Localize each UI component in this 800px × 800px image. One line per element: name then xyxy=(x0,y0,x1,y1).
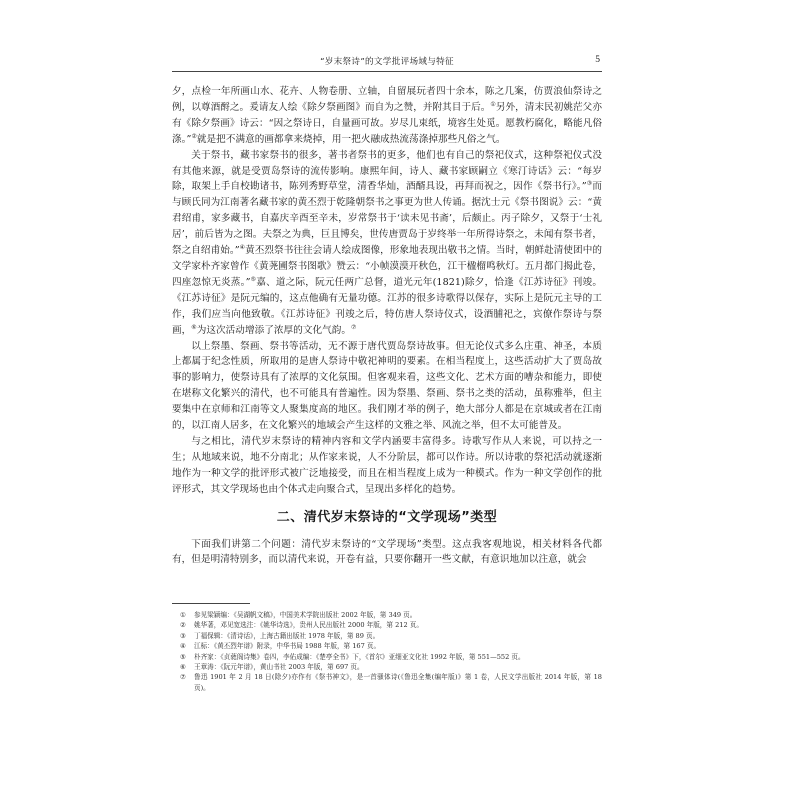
running-header xyxy=(172,55,602,72)
footnote-text: 王章涛：《阮元年谱》，黄山书社 2003 年版，第 697 页。 xyxy=(194,663,364,672)
footnotes xyxy=(172,603,602,693)
footnote-rule xyxy=(172,603,250,604)
paragraph-text: 嘉、道之际，阮元任两广总督，道光元年(1821)除夕，恰逢《江苏诗征》刊竣。《江苏诗征》是阮元编的，这点他确有无量功德。江苏的很多诗歌得以保存，实际上是阮元主导的工作，我们应当向他致敬。《江苏诗征》刊竣之后，特仿唐人祭诗仪式，设酒脯祀之，宾僚作祭诗与祭画， xyxy=(172,276,602,336)
paragraph-1 xyxy=(172,84,602,148)
paragraph-text: 与之相比，清代岁末祭诗的精神内容和文学内涵要丰富得多。诗歌写作从人来说，可以持之一生；从地域来说，地不分南北；从作家来说，人不分阶层，都可以作诗。所以诗歌的祭祀活动就逐渐地作为一种文学的批评形式被广泛地接受，而且在相当程度上成为一种模式。作为一种文学创作的批评形式，其文学现场也由个体式走向聚合式，呈现出多样化的趋势。 xyxy=(172,435,602,495)
paragraph-text: 另外，清末民初姚茫父亦有《除夕祭画》诗云：“因之祭诗日，自量画可故。岁尽儿束纸，境容生处觅。愿教朽腐化，略能凡俗涤。” xyxy=(172,101,602,145)
header-title: “岁末祭诗”的文学批评场域与特征 xyxy=(320,57,454,67)
footnote-number: ④ xyxy=(180,642,186,651)
paragraph-text: 为这次活动增添了浓厚的文化气韵。 xyxy=(196,324,352,336)
paragraph-3 xyxy=(172,339,602,434)
footnote-text: 参见梁颖编：《吴湖帆文稿》，中国美术学院出版社 2002 年版，第 349 页。 xyxy=(194,611,417,619)
paragraph-5 xyxy=(172,537,602,569)
paragraph-4 xyxy=(172,434,602,498)
footnote-number: ⑤ xyxy=(180,652,186,661)
footnote-item xyxy=(172,641,602,651)
footnote-item xyxy=(172,620,602,630)
footnote-number: ① xyxy=(180,611,186,619)
footnote-number: ⑦ xyxy=(180,673,186,682)
page-number: 5 xyxy=(595,55,600,65)
footnote-item xyxy=(172,610,602,620)
footnote-number: ② xyxy=(180,621,186,630)
paragraph-text: 黄丕烈祭书往往会请人绘成图像，形象地表现出敬书之情。当时，朝鲜赴清使团中的文学家朴齐家曾作《黄荛圃祭书图歌》赞云：“小帧漠漠开秋色，江干楹榴鸣秋灯。五月都门揭此卷，四座忽惊无炎蒸。” xyxy=(172,245,602,288)
paragraph-text: 关于祭书，藏书家祭书的很多，著书者祭书的更多，他们也有自己的祭祀仪式，这种祭祀仪式没有其他来源，就是受贾岛祭诗的流传影响。康熙年间，诗人、藏书家顾嗣立《寒汀诗话》云：“每岁除，取架上手自校勘诸书，陈列秀野草堂，清香华灿，酒醑具设，再拜而祝之，因作《祭书行》。” xyxy=(172,149,602,193)
footnote-item xyxy=(172,631,602,641)
footnote-ref: ⑤ xyxy=(250,275,257,283)
paragraph-text: 而与顾氏同为江南著名藏书家的黄丕烈于乾隆朝祭书之事更为世人传诵。据沈士元《祭书图说》云：“黄君绍甫，家多藏书，自嘉庆辛酉至辛未，岁常祭书于‘读未见书斋’，后颇止。丙子除夕，又祭于‘士礼居’，前后皆为之图。夫祭之为典，巨且博矣，世传唐贾岛于岁终举一年所得诗祭之，未闻有祭书者，祭之自绍甫始。” xyxy=(172,181,602,257)
paragraph-text: 夕，点检一年所画山水、花卉、人物卷册、立轴，自留展玩者四十余本，陈之几案，仿贾浪仙祭诗之例，以尊酒酹之。爰请友人绘《除夕祭画图》而自为之赞，并附其目于后。 xyxy=(172,86,602,113)
paragraph-2 xyxy=(172,148,602,339)
footnote-text: 丁福保辑：《清诗话》，上海古籍出版社 1978 年版，第 89 页。 xyxy=(194,631,380,640)
footnote-item xyxy=(172,672,602,693)
book-page xyxy=(172,0,602,800)
footnote-ref: ⑥ xyxy=(191,323,197,331)
paragraph-text: 下面我们讲第二个问题：清代岁末祭诗的“文学现场”类型。这点我客观地说，相关材料各代都有，但是明清特别多，而以清代来说，开卷有益，只要你翻开一些文献，有意识地加以注意，就会 xyxy=(172,538,602,566)
paragraph-text: 就是把不满意的画都拿来烧掉，用一把火融成热流荡涤掉那些凡俗之气。 xyxy=(196,133,506,145)
footnote-number: ⑥ xyxy=(180,663,186,672)
footnote-text: 鲁迅 1901 年 2 月 18 日(除夕)亦作有《祭书神文》，是一首骚体诗(《鲁迅全集(编年版)》第 1 卷，人民文学出版社 2014 年版，第 18 页)。 xyxy=(194,673,602,692)
footnote-text: 江标：《黄丕烈年谱》附录，中华书局 1988 年版，第 167 页。 xyxy=(194,642,381,651)
footnote-text: 姚华著，邓见宽选注：《姚华诗选》，贵州人民出版社 2000 年版，第 212 页。 xyxy=(194,621,423,630)
section-title: 二、清代岁末祭诗的“文学现场”类型 xyxy=(276,509,498,525)
footnote-item xyxy=(172,652,602,662)
footnote-ref: ② xyxy=(191,132,197,140)
footnote-number: ③ xyxy=(180,631,186,640)
footnote-ref: ④ xyxy=(239,243,246,251)
footnote-ref: ⑦ xyxy=(351,323,357,331)
footnote-ref: ③ xyxy=(586,180,593,188)
footnote-text: 朴齐家：《贞蕤阁诗集》卷四，李佑成编：《楚亭全书》下，《首尔》亚细亚文化社 1992 年版，第 551—552 页。 xyxy=(194,652,525,661)
footnote-item xyxy=(172,662,602,672)
body-text xyxy=(172,84,602,568)
paragraph-text: 以上祭墨、祭画、祭书等活动，无不源于唐代贾岛祭诗故事。但无论仪式多么庄重、神圣，本质上都属于纪念性质，所取用的是唐人祭诗中敬祀神明的要素。在相当程度上，这些活动扩大了贾岛故事的影响力，使祭诗具有了浓厚的文化氛围。但客观来看，这些文化、艺术方面的嘈杂和能力，即使在堪称文化繁兴的清代，也不可能具有普遍性。因为祭墨、祭画、祭书之类的活动，虽称雅举，但主要集中在京师和江南等文人聚集度高的地区。我们刚才举的例子，绝大部分人都是在京城或者在江南的，以江南人居多，在文化繁兴的地域会产生这样的文雅之举、风流之举，但不太可能普及。 xyxy=(172,340,602,432)
footnote-ref: ① xyxy=(490,100,496,108)
